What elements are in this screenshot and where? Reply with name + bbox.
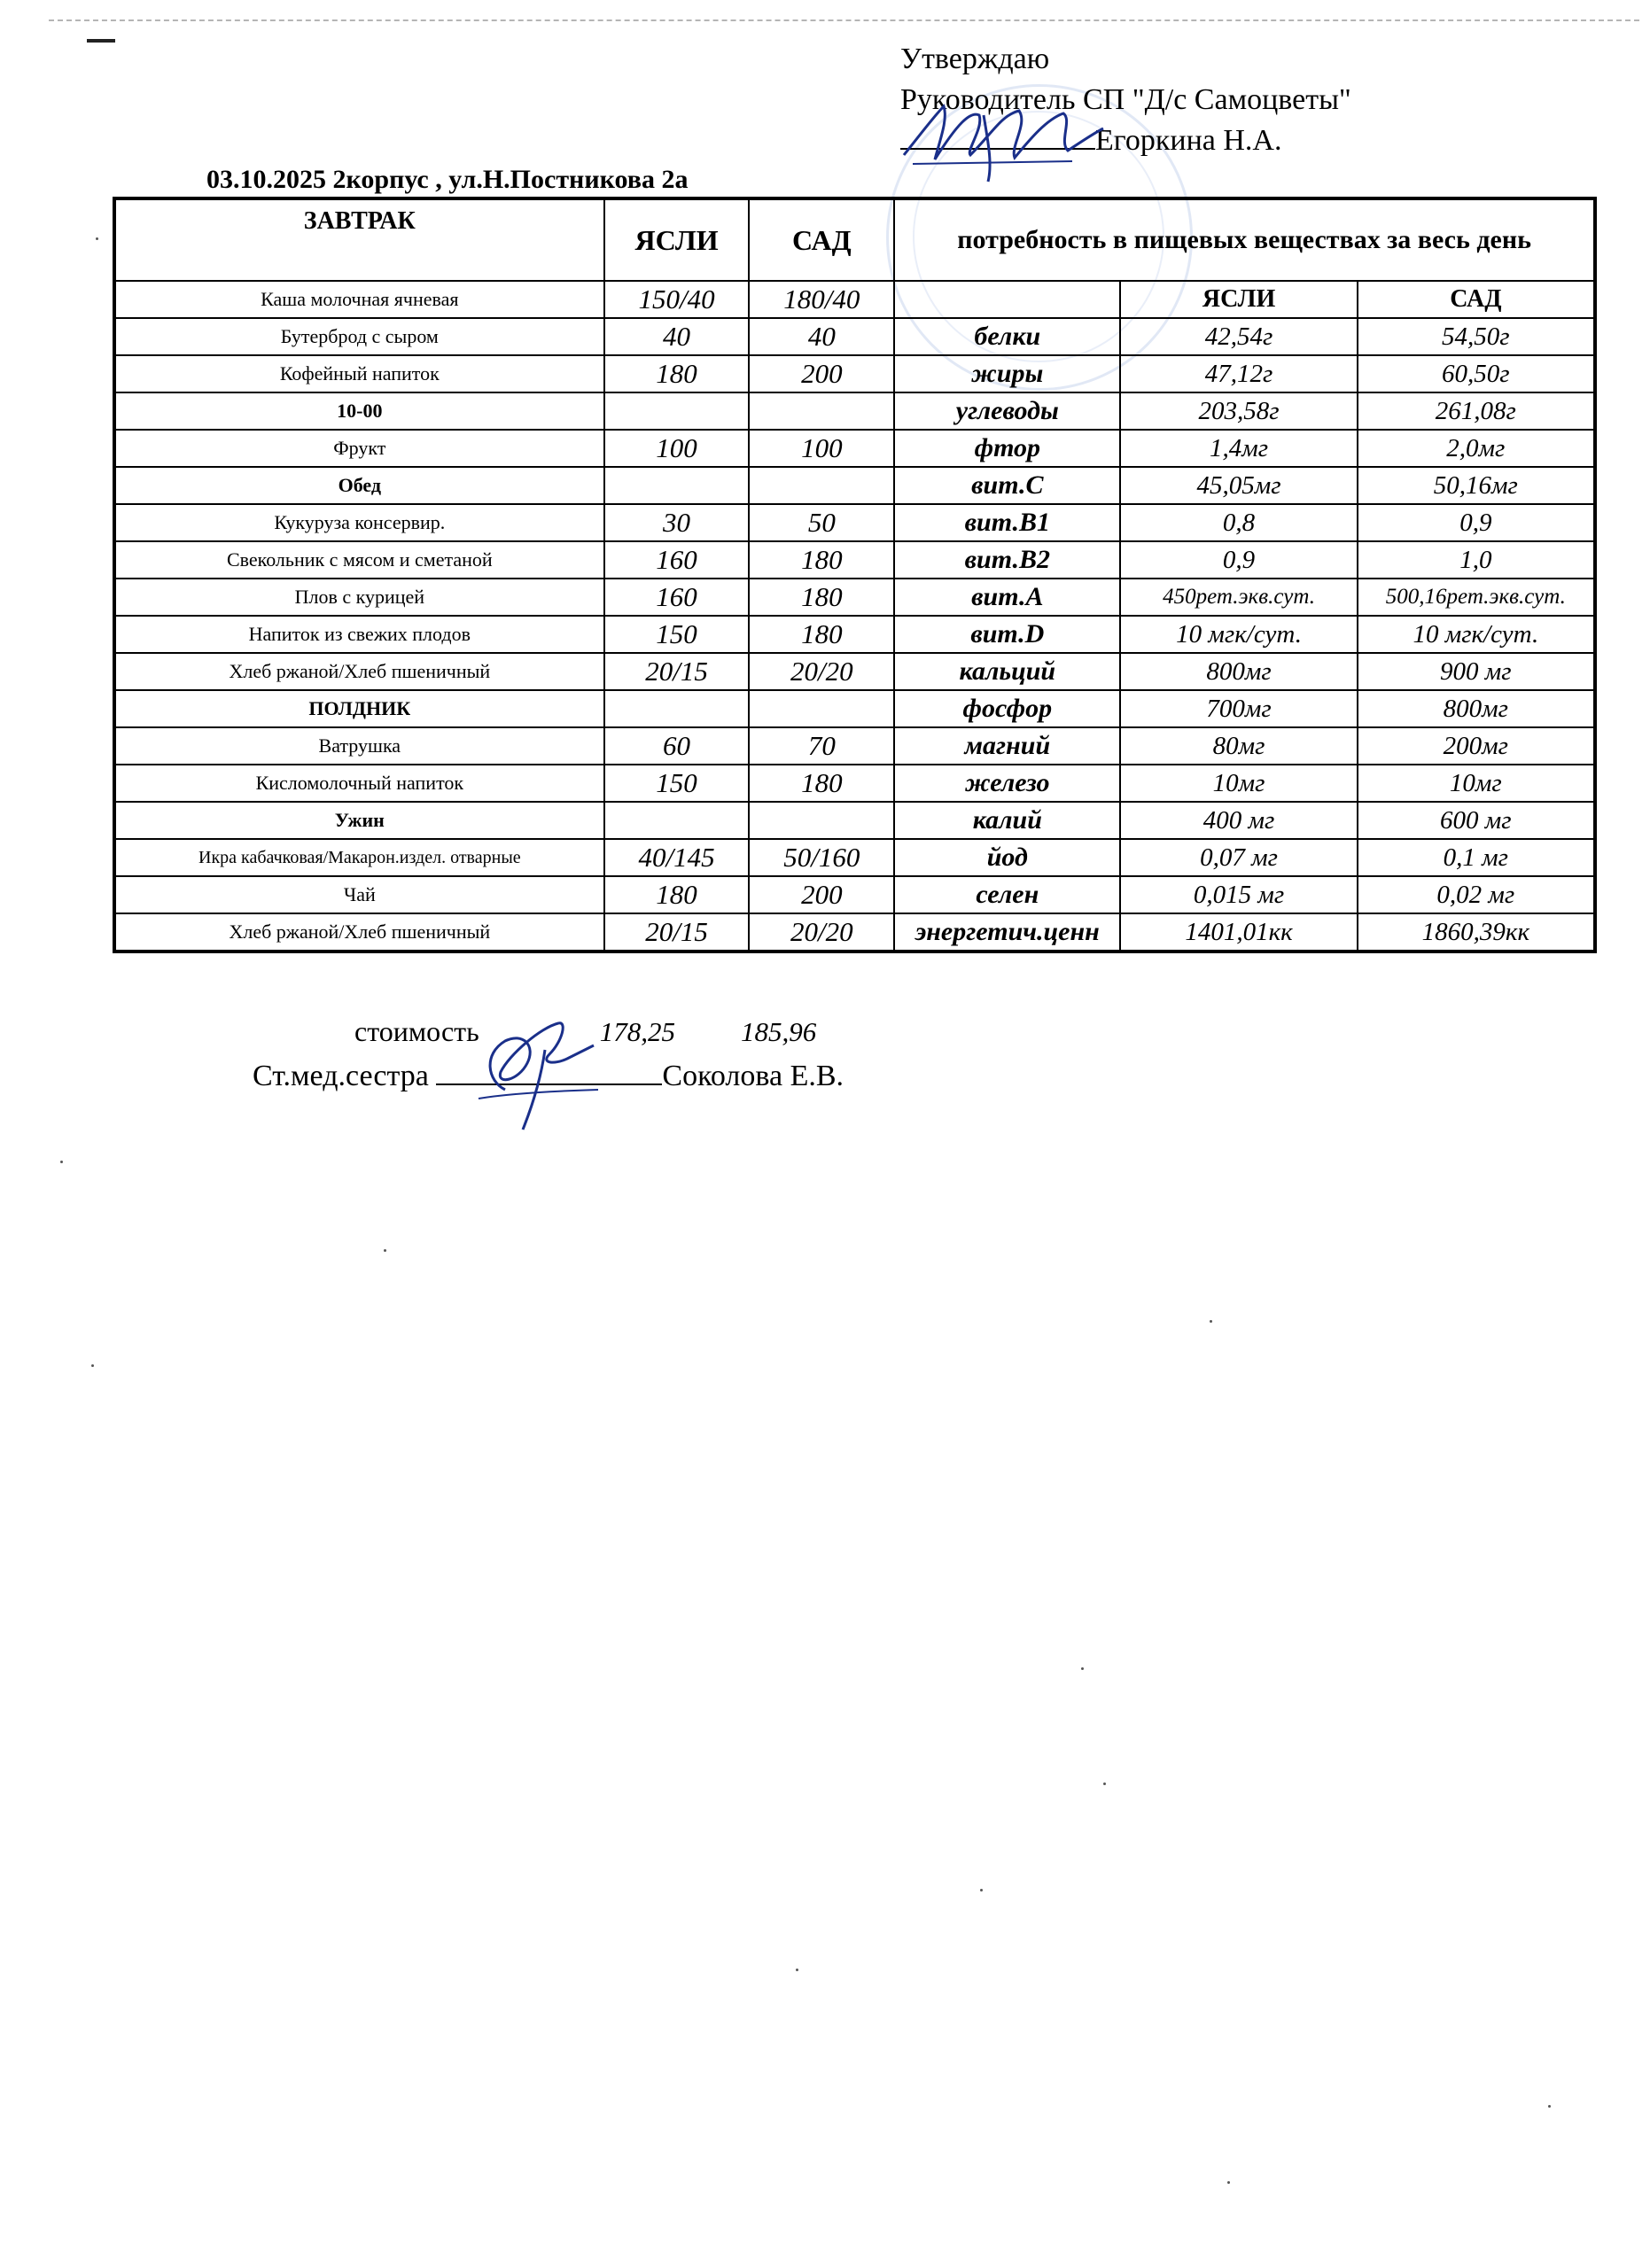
nutrient-sad: 60,50г [1358, 355, 1595, 392]
nutrient-name: углеводы [894, 392, 1120, 430]
portion-sad [749, 802, 894, 839]
nutrient-name: кальций [894, 653, 1120, 690]
nutrient-name: калий [894, 802, 1120, 839]
portion-yasli: 180 [604, 355, 750, 392]
nutrient-sad: 261,08г [1358, 392, 1595, 430]
nutrient-sad: 600 мг [1358, 802, 1595, 839]
portion-yasli [604, 690, 750, 727]
dish-name: Обед [114, 467, 604, 504]
nutrient-yasli: 45,05мг [1120, 467, 1357, 504]
nutrient-name: фтор [894, 430, 1120, 467]
nutrient-yasli: 0,07 мг [1120, 839, 1357, 876]
nutrient-yasli: 700мг [1120, 690, 1357, 727]
document-header: 03.10.2025 2корпус , ул.Н.Постникова 2а [206, 165, 689, 194]
portion-yasli: 40 [604, 318, 750, 355]
nutrient-sad: 0,9 [1358, 504, 1595, 541]
portion-sad [749, 690, 894, 727]
dish-name: 10-00 [114, 392, 604, 430]
portion-yasli: 150/40 [604, 281, 750, 318]
scan-speck [1081, 1667, 1084, 1670]
portion-sad: 180 [749, 579, 894, 616]
scan-speck [1548, 2105, 1551, 2108]
table-row [114, 727, 1595, 765]
dish-name: Хлеб ржаной/Хлеб пшеничный [114, 653, 604, 690]
portion-yasli: 40/145 [604, 839, 750, 876]
portion-sad: 20/20 [749, 913, 894, 951]
nutrient-name: вит.D [894, 616, 1120, 653]
dish-name: Кофейный напиток [114, 355, 604, 392]
nutrient-name: железо [894, 765, 1120, 802]
approval-position: Руководитель СП "Д/с Самоцветы" [900, 83, 1351, 116]
dish-name: Свекольник с мясом и сметаной [114, 541, 604, 579]
table-row [114, 392, 1595, 430]
dish-name: Икра кабачковая/Макарон.издел. отварные [114, 839, 604, 876]
nutrient-sad: 10 мгк/сут. [1358, 616, 1595, 653]
nutrient-yasli: 47,12г [1120, 355, 1357, 392]
portion-yasli: 150 [604, 765, 750, 802]
header-sad: САД [749, 198, 894, 281]
nutrient-name: селен [894, 876, 1120, 913]
dish-name: Фрукт [114, 430, 604, 467]
nutrient-name: вит.В1 [894, 504, 1120, 541]
scan-speck [980, 1889, 983, 1891]
portion-sad: 20/20 [749, 653, 894, 690]
approval-block [900, 39, 1351, 161]
nutrient-name: энергетич.ценн [894, 913, 1120, 951]
portion-sad: 180/40 [749, 281, 894, 318]
dish-name: Чай [114, 876, 604, 913]
nutrient-yasli: 42,54г [1120, 318, 1357, 355]
portion-sad: 200 [749, 355, 894, 392]
portion-yasli: 180 [604, 876, 750, 913]
nurse-name: Соколова Е.В. [662, 1060, 844, 1092]
dish-name: Кукуруза консервир. [114, 504, 604, 541]
portion-yasli: 20/15 [604, 653, 750, 690]
table-header-row [114, 198, 1595, 281]
portion-yasli [604, 802, 750, 839]
nutrient-yasli: 0,015 мг [1120, 876, 1357, 913]
subheader-yasli: ЯСЛИ [1120, 281, 1357, 318]
nutrient-yasli: 400 мг [1120, 802, 1357, 839]
scan-speck [91, 1364, 94, 1367]
dish-name: Ужин [114, 802, 604, 839]
nutrient-sad: 900 мг [1358, 653, 1595, 690]
scan-speck [384, 1249, 386, 1252]
dish-name: Ватрушка [114, 727, 604, 765]
nutrient-yasli: 0,8 [1120, 504, 1357, 541]
cost-yasli: 178,25 [599, 1016, 675, 1047]
portion-yasli: 30 [604, 504, 750, 541]
dish-name: ПОЛДНИК [114, 690, 604, 727]
portion-sad: 50 [749, 504, 894, 541]
portion-sad [749, 467, 894, 504]
table-row [114, 913, 1595, 951]
nutrient-name: жиры [894, 355, 1120, 392]
scan-speck [60, 1161, 63, 1163]
approval-title: Утверждаю [900, 43, 1050, 75]
portion-sad: 180 [749, 541, 894, 579]
dish-name: Хлеб ржаной/Хлеб пшеничный [114, 913, 604, 951]
table-row [114, 690, 1595, 727]
scan-speck [1103, 1783, 1106, 1785]
scan-speck [1210, 1320, 1212, 1323]
portion-sad: 50/160 [749, 839, 894, 876]
nutrient-yasli: 1,4мг [1120, 430, 1357, 467]
nutrient-sad: 0,02 мг [1358, 876, 1595, 913]
nutrient-sad: 1,0 [1358, 541, 1595, 579]
nutrient-yasli: 800мг [1120, 653, 1357, 690]
portion-sad: 200 [749, 876, 894, 913]
portion-sad: 180 [749, 616, 894, 653]
nurse-signature-underline [436, 1057, 662, 1085]
table-row [114, 504, 1595, 541]
table-row [114, 802, 1595, 839]
nutrient-name: вит.С [894, 467, 1120, 504]
scan-mark [87, 39, 115, 43]
nutrient-sad: 1860,39кк [1358, 913, 1595, 951]
approval-name: Егоркина Н.А. [1095, 124, 1282, 157]
table-row [114, 467, 1595, 504]
menu-table [113, 197, 1597, 953]
nurse-label: Ст.мед.сестра [253, 1060, 429, 1092]
table-row [114, 281, 1595, 318]
portion-yasli: 160 [604, 579, 750, 616]
nutrient-sad: 10мг [1358, 765, 1595, 802]
scan-speck [796, 1969, 798, 1971]
nutrient-yasli: 10 мгк/сут. [1120, 616, 1357, 653]
nutrient-yasli: 450рет.экв.сут. [1120, 579, 1357, 616]
nutrient-sad: 2,0мг [1358, 430, 1595, 467]
portion-yasli: 60 [604, 727, 750, 765]
portion-yasli [604, 467, 750, 504]
portion-sad [749, 392, 894, 430]
dish-name: Кисломолочный напиток [114, 765, 604, 802]
portion-yasli: 160 [604, 541, 750, 579]
nutrient-name: белки [894, 318, 1120, 355]
portion-yasli: 150 [604, 616, 750, 653]
dish-name: Напиток из свежих плодов [114, 616, 604, 653]
header-yasli: ЯСЛИ [604, 198, 750, 281]
dish-name: Бутерброд с сыром [114, 318, 604, 355]
nutrient-yasli: 10мг [1120, 765, 1357, 802]
scan-speck [1227, 2181, 1230, 2184]
cost-line [354, 1015, 816, 1048]
signature-underline [900, 123, 1095, 150]
portion-sad: 180 [749, 765, 894, 802]
nutrient-sad: 200мг [1358, 727, 1595, 765]
approval-signature-line [900, 120, 1351, 161]
nurse-line [253, 1057, 844, 1093]
table-row [114, 653, 1595, 690]
cost-sad: 185,96 [740, 1016, 817, 1047]
nutrient-name: вит.А [894, 579, 1120, 616]
portion-yasli: 100 [604, 430, 750, 467]
table-row [114, 318, 1595, 355]
nutrient-yasli: 203,58г [1120, 392, 1357, 430]
table-row [114, 579, 1595, 616]
table-row [114, 765, 1595, 802]
nutrient-name: йод [894, 839, 1120, 876]
header-nutrients: потребность в пищевых веществах за весь день [894, 198, 1595, 281]
table-row [114, 430, 1595, 467]
nutrient-name: фосфор [894, 690, 1120, 727]
scan-speck [96, 237, 98, 240]
nutrient-name: магний [894, 727, 1120, 765]
table-row [114, 541, 1595, 579]
nutrient-yasli: 80мг [1120, 727, 1357, 765]
nutrient-sad: 50,16мг [1358, 467, 1595, 504]
cost-label: стоимость [354, 1015, 479, 1047]
scan-top-edge [49, 19, 1639, 21]
portion-yasli: 20/15 [604, 913, 750, 951]
table-row [114, 839, 1595, 876]
nutrient-name: вит.В2 [894, 541, 1120, 579]
nutrient-yasli: 0,9 [1120, 541, 1357, 579]
nutrient-sad: 0,1 мг [1358, 839, 1595, 876]
portion-sad: 100 [749, 430, 894, 467]
header-meal: ЗАВТРАК [114, 198, 604, 281]
portion-sad: 70 [749, 727, 894, 765]
nutrient-yasli: 1401,01кк [1120, 913, 1357, 951]
nutrient-name [894, 281, 1120, 318]
table-row [114, 876, 1595, 913]
portion-yasli [604, 392, 750, 430]
nutrient-sad: 54,50г [1358, 318, 1595, 355]
table-row [114, 616, 1595, 653]
nutrient-sad: 500,16рет.экв.сут. [1358, 579, 1595, 616]
table-row [114, 355, 1595, 392]
dish-name: Плов с курицей [114, 579, 604, 616]
portion-sad: 40 [749, 318, 894, 355]
dish-name: Каша молочная ячневая [114, 281, 604, 318]
nutrient-sad: 800мг [1358, 690, 1595, 727]
subheader-sad: САД [1358, 281, 1595, 318]
